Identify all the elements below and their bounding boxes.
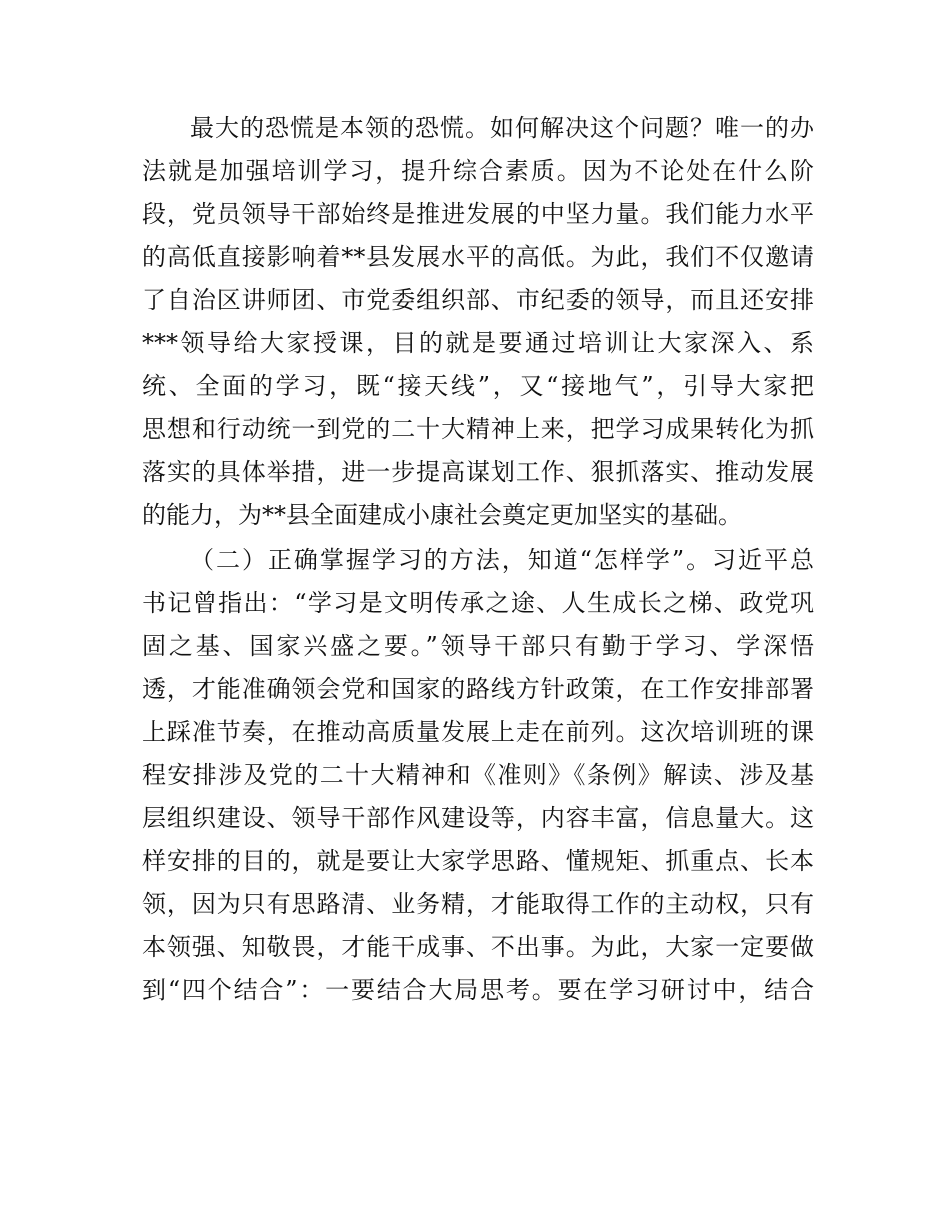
paragraph-1-line: 最大的恐慌是本领的恐慌。如何解决这个问题？唯一的办 xyxy=(190,114,814,142)
paragraph-2-line: 程安排涉及党的二十大精神和《准则》《条例》解读、涉及基 xyxy=(142,761,814,789)
paragraph-1-line: 了自治区讲师团、市党委组织部、市纪委的领导，而且还安排 xyxy=(142,286,814,314)
paragraph-2 xyxy=(142,539,814,1012)
paragraph-2-line: 书记曾指出：“学习是文明传承之途、人生成长之梯、政党巩 xyxy=(142,589,814,617)
paragraph-2-line: 层组织建设、领导干部作风建设等，内容丰富，信息量大。这 xyxy=(142,804,814,832)
paragraph-1-line: 的高低直接影响着**县发展水平的高低。为此，我们不仅邀请 xyxy=(142,243,814,271)
paragraph-2-line: （二）正确掌握学习的方法，知道“怎样学”。习近平总 xyxy=(190,546,814,574)
paragraph-2-line: 上踩准节奏，在推动高质量发展上走在前列。这次培训班的课 xyxy=(142,718,814,746)
paragraph-2-line: 领，因为只有思路清、业务精，才能取得工作的主动权，只有 xyxy=(142,890,814,918)
paragraph-1-line: 的能力，为**县全面建成小康社会奠定更加坚实的基础。 xyxy=(142,501,742,529)
paragraph-2-line: 透，才能准确领会党和国家的路线方针政策，在工作安排部署 xyxy=(142,675,814,703)
paragraph-1-line: 落实的具体举措，进一步提高谋划工作、狠抓落实、推动发展 xyxy=(142,458,814,486)
paragraph-1 xyxy=(142,107,814,537)
paragraph-2-line: 本领强、知敬畏，才能干成事、不出事。为此，大家一定要做 xyxy=(142,933,814,961)
paragraph-1-line: 统、全面的学习，既“接天线”，又“接地气”，引导大家把 xyxy=(142,372,814,400)
paragraph-1-line: 思想和行动统一到党的二十大精神上来，把学习成果转化为抓 xyxy=(142,415,814,443)
paragraph-2-line: 固之基、国家兴盛之要。”领导干部只有勤于学习、学深悟 xyxy=(142,632,814,660)
paragraph-1-line: 段，党员领导干部始终是推进发展的中坚力量。我们能力水平 xyxy=(142,200,814,228)
paragraph-2-line: 样安排的目的，就是要让大家学思路、懂规矩、抓重点、长本 xyxy=(142,847,814,875)
paragraph-1-line: 法就是加强培训学习，提升综合素质。因为不论处在什么阶 xyxy=(142,157,814,185)
paragraph-2-line: 到“四个结合”：一要结合大局思考。要在学习研讨中，结合 xyxy=(142,976,814,1004)
paragraph-1-line: ***领导给大家授课，目的就是要通过培训让大家深入、系 xyxy=(142,329,814,357)
